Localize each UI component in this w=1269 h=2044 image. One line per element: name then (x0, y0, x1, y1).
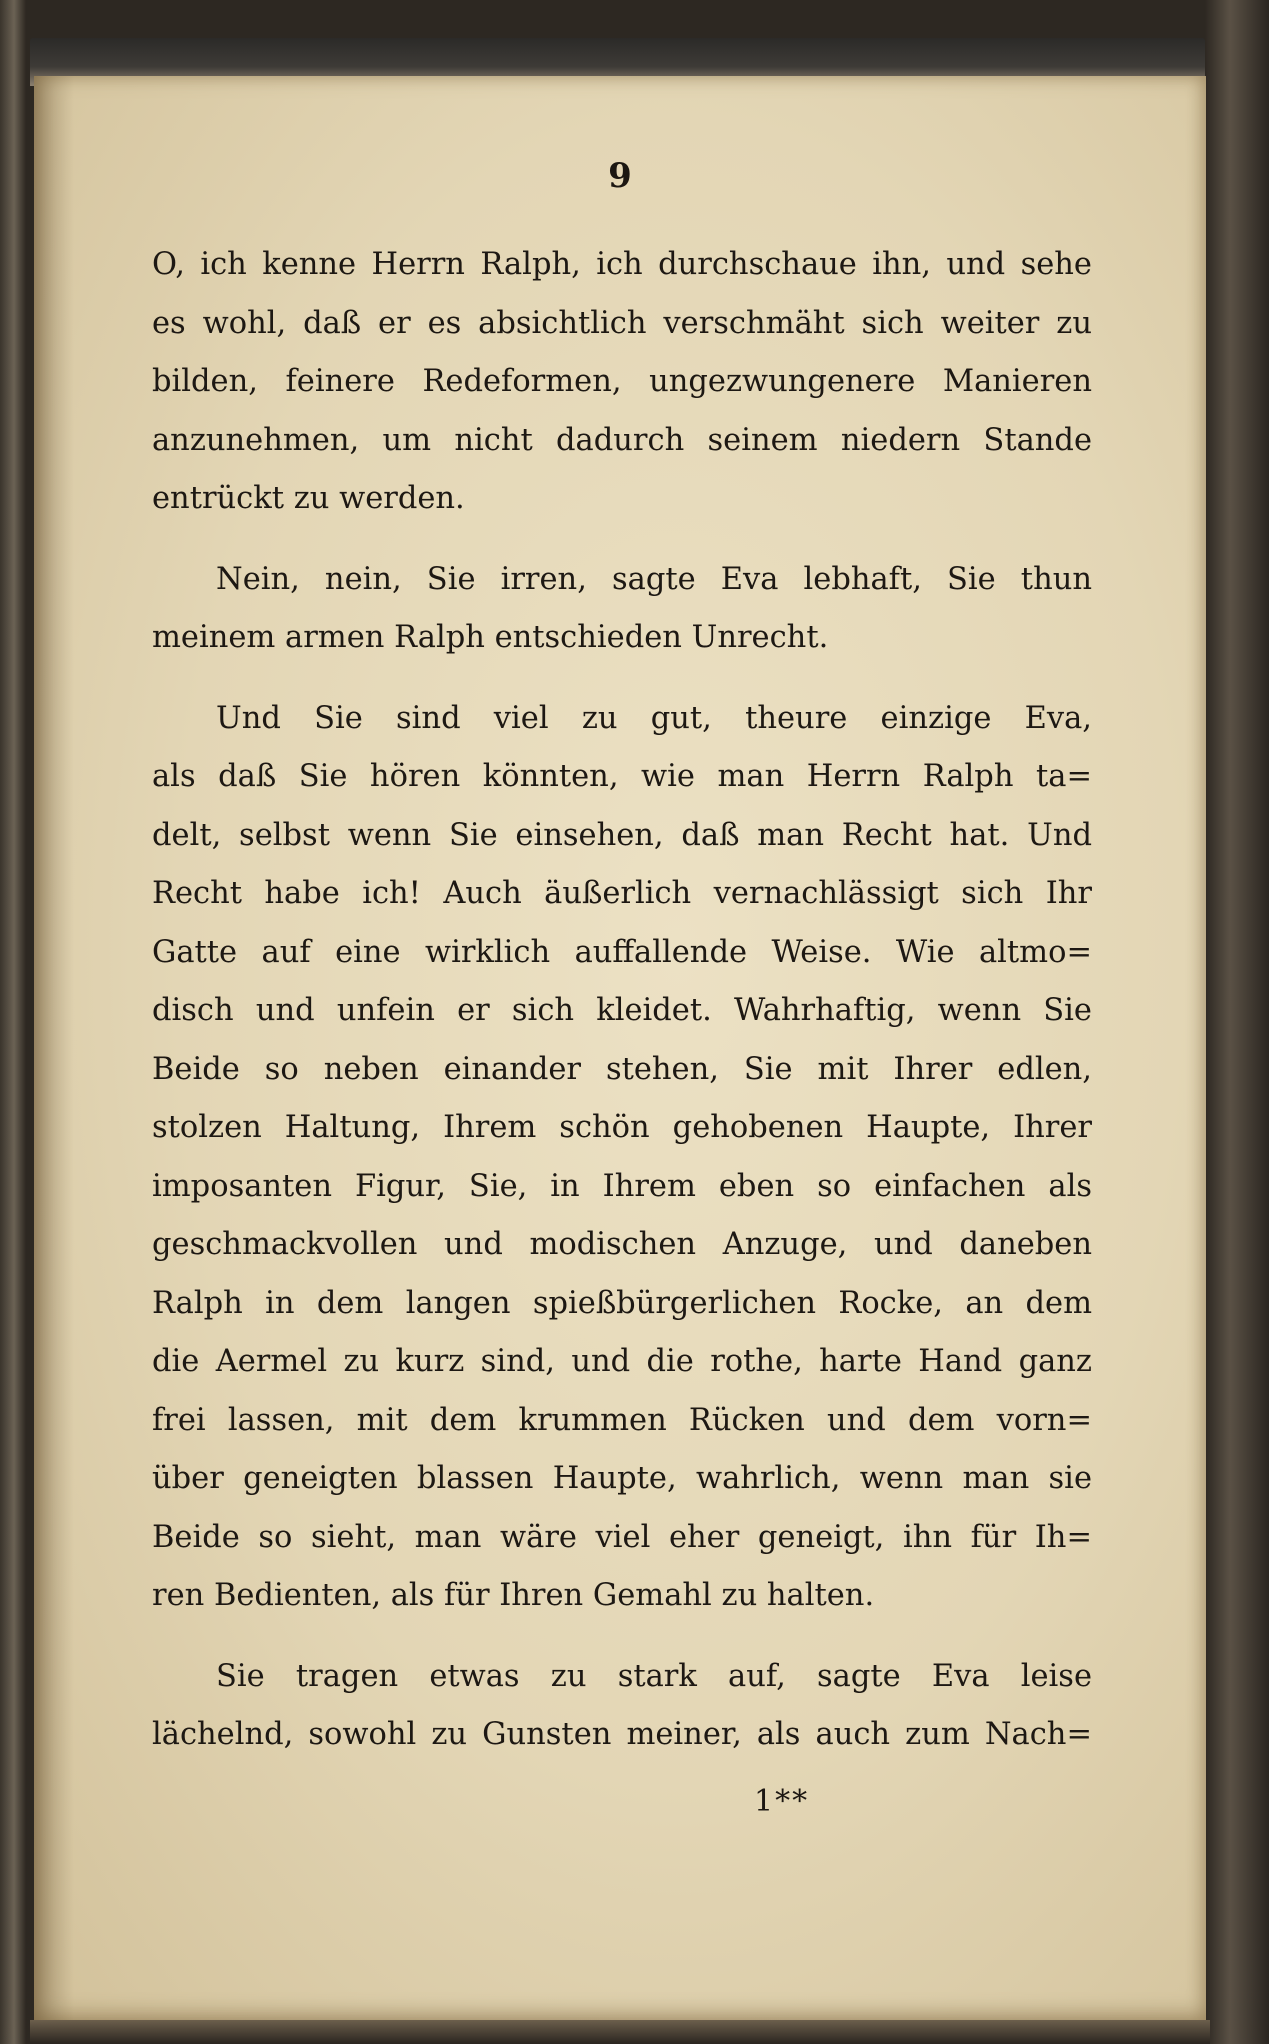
text-line: es wohl, daß er es absichtlich verschmäht sich weiter zu (152, 305, 1092, 341)
text-line: Nein, nein, Sie irren, sagte Eva lebhaft, Sie thun (216, 561, 1092, 597)
text-line: entrückt zu werden. (152, 481, 465, 516)
text-line: Beide so sieht, man wäre viel eher geneigt, ihn für Ih= (152, 1519, 1092, 1555)
paragraph (152, 1648, 1092, 1765)
text-line: frei lassen, mit dem krummen Rücken und dem vorn= (152, 1402, 1092, 1438)
text-line: Sie tragen etwas zu stark auf, sagte Eva leise (216, 1658, 1092, 1694)
text-line: Gatte auf eine wirklich auffallende Weise. Wie altmo= (152, 934, 1092, 970)
text-line: anzunehmen, um nicht dadurch seinem niedern Stande (152, 422, 1092, 458)
text-line: ren Bedienten, als für Ihren Gemahl zu halten. (152, 1578, 875, 1613)
text-line: als daß Sie hören könnten, wie man Herrn Ralph ta= (152, 759, 1092, 794)
text-line: stolzen Haltung, Ihrem schön gehobenen Haupte, Ihrer (152, 1110, 1092, 1145)
book-bottom-edge (30, 2020, 1210, 2044)
text-line: Recht habe ich! Auch äußerlich vernachlässigt sich Ihr (152, 876, 1092, 911)
text-line: die Aermel zu kurz sind, und die rothe, harte Hand ganz (152, 1344, 1092, 1379)
text-line: disch und unfein er sich kleidet. Wahrhaftig, wenn Sie (152, 993, 1092, 1028)
paragraph (152, 236, 1092, 529)
paragraph (152, 551, 1092, 668)
text-line: bilden, feinere Redeformen, ungezwungenere Manieren (152, 364, 1092, 399)
text-line: imposanten Figur, Sie, in Ihrem eben so einfachen als (152, 1168, 1092, 1204)
spine-shadow (34, 76, 74, 2021)
text-line: über geneigten blassen Haupte, wahrlich, wenn man sie (152, 1461, 1092, 1496)
paper-page (34, 76, 1206, 2021)
text-line: delt, selbst wenn Sie einsehen, daß man Recht hat. Und (152, 817, 1092, 853)
text-line: Ralph in dem langen spießbürgerlichen Rocke, an dem (152, 1285, 1092, 1321)
text-line: lächelnd, sowohl zu Gunsten meiner, als auch zum Nach= (152, 1717, 1092, 1752)
text-line: O, ich kenne Herrn Ralph, ich durchschaue ihn, und sehe (152, 247, 1092, 282)
text-line: Beide so neben einander stehen, Sie mit Ihrer edlen, (152, 1051, 1092, 1087)
page-number: 9 (608, 156, 632, 196)
paragraph (152, 690, 1092, 1626)
text-line: geschmackvollen und modischen Anzuge, und daneben (152, 1227, 1092, 1262)
body-text (152, 236, 1092, 1765)
signature-mark: 1** (754, 1784, 810, 1819)
text-line: meinem armen Ralph entschieden Unrecht. (152, 620, 829, 655)
text-line: Und Sie sind viel zu gut, theure einzige Eva, (216, 700, 1092, 736)
